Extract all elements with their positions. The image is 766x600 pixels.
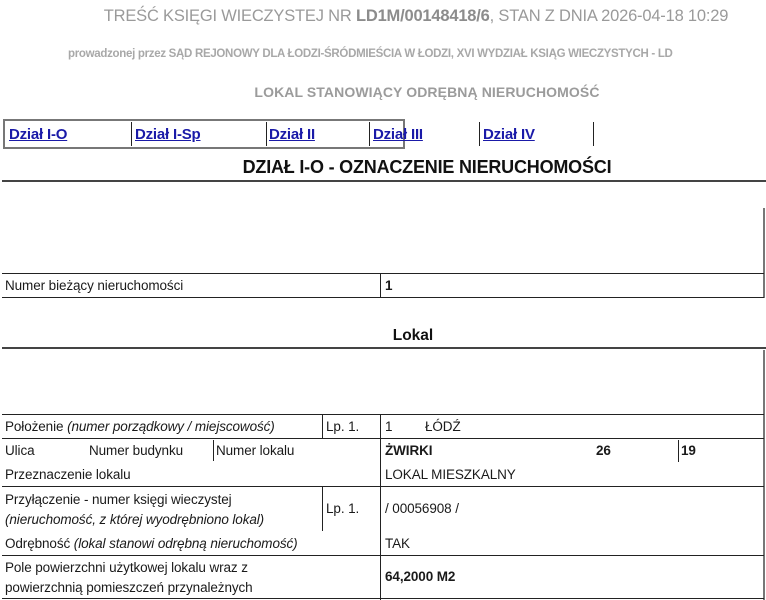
location-city: ŁÓDŹ [425,419,461,434]
property-kind: LOKAL STANOWIĄCY ODRĘBNĄ NIERUCHOMOŚĆ [254,84,600,100]
building-label: Numer budynku [89,443,183,458]
row-rule [2,438,764,439]
area-label [5,558,253,598]
separateness-label-note: (lokal stanowi odrębną nieruchomość) [73,536,298,551]
tab-dzial-i-o[interactable]: Dział I-O [9,126,68,143]
area-label-line1: Pole powierzchni użytkowej lokalu wraz z [5,560,248,575]
table-right-border [763,350,765,600]
attachment-label-line2 [5,510,264,530]
lokal-title: Lokal [392,327,434,344]
attachment-lp: Lp. 1. [326,501,360,516]
current-number-label: Numer bieżący nieruchomości [5,278,184,293]
nav-separator [593,122,594,146]
row-rule [2,273,764,274]
separateness-value: TAK [385,536,410,551]
row-rule [2,297,764,298]
separateness-label-text: Odrębność [5,536,71,551]
column-divider [678,440,679,462]
document-title [0,7,766,26]
nav-separator [266,122,267,146]
area-value: 64,2000 M2 [385,569,456,584]
nav-separator [131,122,132,146]
attachment-label-line1: Przyłączenie - numer księgi wieczystej [5,492,232,507]
row-rule [2,486,764,487]
court-line: prowadzonej przez SĄD REJONOWY DLA ŁODZI-ŚRÓDMIEŚCIA W ŁODZI, XVI WYDZIAŁ KSIĄG WIECZYSTYCH - LD [68,48,673,60]
column-divider [380,438,381,486]
attachment-label [5,490,264,530]
location-label-note: (numer porządkowy / miejscowość) [67,419,275,434]
book-number: LD1M/00148418/6 [355,7,490,25]
area-label-line2: powierzchnią pomieszczeń przynależnych [5,580,253,595]
nav-separator [479,122,480,146]
street-label: Ulica [5,443,35,458]
attachment-value: / 00056908 / [385,501,459,516]
building-value: 26 [596,443,611,458]
nav-separator [369,122,370,146]
location-lp: Lp. 1. [326,419,360,434]
tab-dzial-ii[interactable]: Dział II [269,126,315,143]
row-rule [2,598,764,599]
attachment-label-note: (nieruchomość, z której wyodrębniono lokal) [5,512,265,527]
section-title: DZIAŁ I-O - OZNACZENIE NIERUCHOMOŚCI [242,157,612,177]
table-right-border [763,208,765,298]
separateness-label [5,536,298,551]
column-divider [380,414,381,438]
column-divider [322,414,323,438]
row-rule [2,414,764,415]
location-label [5,419,275,434]
current-number-value: 1 [385,278,393,293]
street-value: ŻWIRKI [385,443,433,458]
section-nav [3,119,535,149]
column-divider [380,273,381,297]
column-divider [322,486,323,531]
title-suffix: , STAN Z DNIA 2026-04-18 10:29 [489,7,729,25]
purpose-value: LOKAL MIESZKALNY [385,467,516,482]
column-divider [380,486,381,600]
lokal-title-rule [2,347,766,349]
tab-dzial-i-sp[interactable]: Dział I-Sp [135,126,201,143]
row-rule [2,555,764,556]
location-number: 1 [385,419,393,434]
title-prefix: TREŚĆ KSIĘGI WIECZYSTEJ NR [103,7,356,25]
column-divider [213,440,214,461]
tab-dzial-iv[interactable]: Dział IV [483,126,535,143]
unit-label: Numer lokalu [216,443,295,458]
location-label-text: Położenie [5,419,64,434]
unit-value: 19 [681,443,696,458]
tab-dzial-iii[interactable]: Dział III [373,126,423,143]
section-title-rule [2,180,766,182]
purpose-label: Przeznaczenie lokalu [5,467,131,482]
